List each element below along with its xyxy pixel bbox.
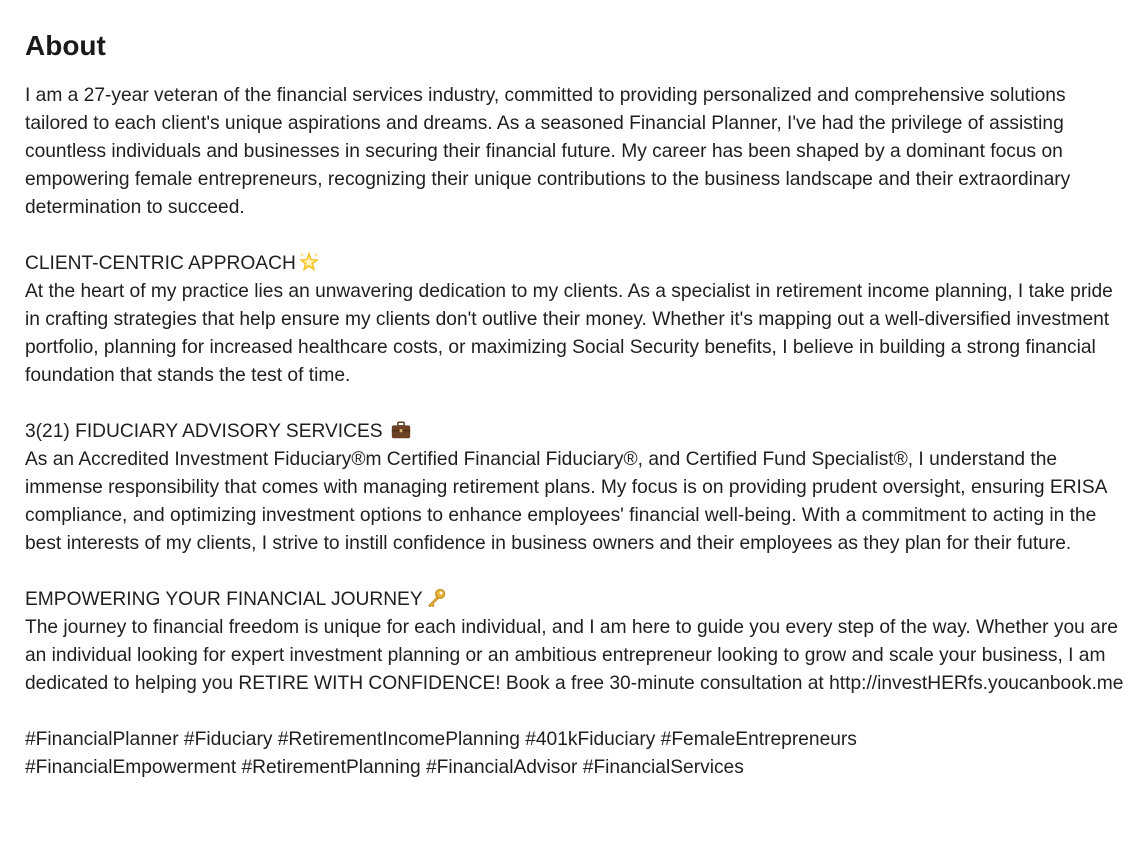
empowering-body: The journey to financial freedom is unique for each individual, and I am here to guide you every step of the way. Whether you are an individual looking for expert investment planning or an ambitious entrepreneur looking to grow and scale your business, I am dedicated to helping you RETIRE WITH CONFIDENCE! Book a free 30-minute consultation at (25, 617, 1118, 694)
booking-link[interactable]: http://investHERfs.youcanbook.me (829, 673, 1124, 694)
client-centric-body: At the heart of my practice lies an unwavering dedication to my clients. As a specialist in retirement income planning, I take pride in crafting strategies that help ensure my clients don't outlive their money. Whether it's mapping out a well-diversified investment portfolio, planning for increased healthcare costs, or maximizing Social Security benefits, I believe in building a strong financial foundation that stands the test of time. (25, 281, 1113, 386)
about-body (25, 82, 1127, 782)
hashtags (25, 726, 1127, 782)
about-heading: About (25, 30, 106, 61)
empowering-section (25, 586, 1127, 698)
glowing-star-icon (298, 251, 320, 273)
about-intro-paragraph: I am a 27-year veteran of the financial services industry, committed to providing personalized and comprehensive solutions tailored to each client's unique aspirations and dreams. As a seasoned Financial Planner, I've had the privilege of assisting countless individuals and businesses in securing their financial future. My career has been shaped by a dominant focus on empowering female entrepreneurs, recognizing their unique contributions to the business landscape and their extraordinary determination to succeed. (25, 85, 1071, 218)
fiduciary-section (25, 418, 1127, 558)
client-centric-title: CLIENT-CENTRIC APPROACH (25, 253, 296, 274)
client-centric-title-row (25, 250, 1127, 278)
fiduciary-body: As an Accredited Investment Fiduciary®m Certified Financial Fiduciary®, and Certified Fund Specialist®, I understand the immense responsibility that comes with managing retirement plans. My focus is on providing prudent oversight, ensuring ERISA compliance, and optimizing investment options to enhance employees' financial well-being. With a commitment to acting in the best interests of my clients, I strive to instill confidence in business owners and their employees as they plan for their future. (25, 449, 1107, 554)
fiduciary-title-row (25, 418, 1127, 446)
empowering-title-row (25, 586, 1127, 614)
client-centric-section (25, 250, 1127, 390)
hashtags-line-2[interactable]: #FinancialEmpowerment #RetirementPlanning #FinancialAdvisor #FinancialServices (25, 757, 744, 778)
fiduciary-title: 3(21) FIDUCIARY ADVISORY SERVICES (25, 421, 388, 442)
key-icon (425, 587, 447, 609)
hashtags-line-1[interactable]: #FinancialPlanner #Fiduciary #RetirementIncomePlanning #401kFiduciary #FemaleEntrepreneurs (25, 729, 857, 750)
empowering-title: EMPOWERING YOUR FINANCIAL JOURNEY (25, 589, 423, 610)
briefcase-icon (390, 419, 412, 441)
